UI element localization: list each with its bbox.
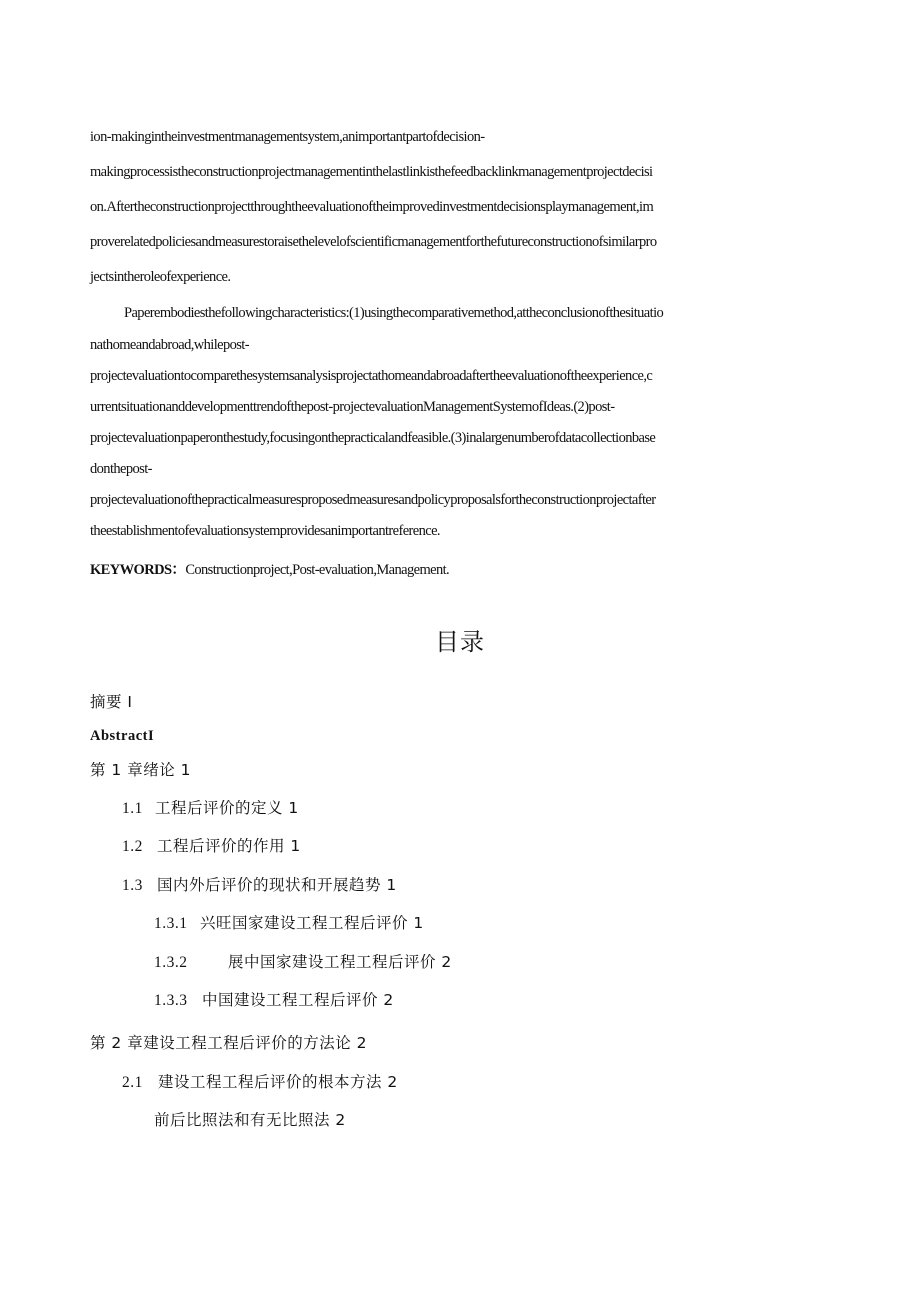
toc-entry-number: 1.1 bbox=[122, 800, 143, 817]
toc-entry[interactable] bbox=[154, 988, 394, 1010]
keywords-text: Constructionproject,Post-evaluation,Management. bbox=[185, 562, 450, 578]
toc-entry-number: 1.3.1 bbox=[154, 915, 188, 932]
toc-entry[interactable] bbox=[122, 1070, 398, 1092]
keywords-label: KEYWORDS： bbox=[90, 562, 186, 578]
abstract-line: ion-makingintheinvestmentmanagementsystem,animportantpartofdecision- bbox=[90, 129, 485, 145]
toc-entry[interactable] bbox=[90, 758, 191, 780]
toc-entry[interactable] bbox=[154, 1108, 346, 1130]
abstract-line: Paperembodiesthefollowingcharacteristics:(1)usingthecomparativemethod,attheconclusionofthesituatio bbox=[124, 305, 664, 321]
toc-entry[interactable] bbox=[154, 911, 424, 933]
abstract-line: projectevaluationofthepracticalmeasuresproposedmeasuresandpolicyproposalsfortheconstructionprojectafter bbox=[90, 492, 656, 508]
toc-entry[interactable] bbox=[154, 950, 452, 972]
toc-entry-text: 建设工程工程后评价的根本方法 2 bbox=[158, 1073, 398, 1091]
toc-entry-number: 1.3 bbox=[122, 877, 143, 894]
toc-entry-number: 2.1 bbox=[122, 1074, 143, 1091]
toc-entry-number: 1.3.2 bbox=[154, 954, 188, 971]
abstract-line: proverelatedpoliciesandmeasurestoraisethelevelofscientificmanagementforthefutureconstructionofsimilarpro bbox=[90, 234, 657, 250]
toc-entry-text: 前后比照法和有无比照法 2 bbox=[154, 1111, 346, 1129]
toc-entry[interactable] bbox=[122, 834, 301, 856]
toc-entry-text: 国内外后评价的现状和开展趋势 1 bbox=[157, 876, 397, 894]
abstract-line: makingprocessistheconstructionprojectmanagementinthelastlinkisthefeedbacklinkmanagementprojectdecisi bbox=[90, 164, 653, 180]
keywords-line bbox=[90, 558, 449, 579]
toc-entry-text: 摘要 I bbox=[90, 693, 133, 711]
toc-entry[interactable] bbox=[90, 690, 133, 712]
toc-entry[interactable] bbox=[90, 728, 154, 745]
toc-entry-number: 1.2 bbox=[122, 838, 143, 855]
toc-entry-text: AbstractI bbox=[90, 728, 155, 744]
toc-entry[interactable] bbox=[122, 873, 397, 895]
toc-entry-text: 兴旺国家建设工程工程后评价 1 bbox=[200, 914, 424, 932]
toc-entry-text: 第 1 章绪论 1 bbox=[90, 761, 192, 779]
abstract-line: on.Aftertheconstructionprojectthroughtheevaluationoftheimprovedinvestmentdecisionsplaymanagement,im bbox=[90, 199, 654, 215]
toc-entry-text: 工程后评价的作用 1 bbox=[157, 837, 301, 855]
toc-entry-text: 中国建设工程工程后评价 2 bbox=[202, 991, 394, 1009]
abstract-line: projectevaluationpaperonthestudy,focusingonthepracticalandfeasible.(3)inalargenumberofdatacollectionbase bbox=[90, 430, 656, 446]
toc-entry-text: 第 2 章建设工程工程后评价的方法论 2 bbox=[90, 1034, 368, 1052]
abstract-line: projectevaluationtocomparethesystemsanalysisprojectathomeandabroadaftertheevaluationoftheexperience,c bbox=[90, 368, 653, 384]
toc-entry-text: 工程后评价的定义 1 bbox=[155, 799, 299, 817]
abstract-line: donthepost- bbox=[90, 461, 152, 477]
toc-entry-number: 1.3.3 bbox=[154, 992, 188, 1009]
toc-entry-text: 展中国家建设工程工程后评价 2 bbox=[228, 953, 452, 971]
abstract-line: theestablishmentofevaluationsystemprovidesanimportantreference. bbox=[90, 523, 440, 539]
toc-entry[interactable] bbox=[90, 1031, 367, 1053]
abstract-line: jectsintheroleofexperience. bbox=[90, 269, 231, 285]
toc-entry[interactable] bbox=[122, 796, 299, 818]
toc-title: 目录 bbox=[435, 628, 485, 656]
abstract-line: nathomeandabroad,whilepost- bbox=[90, 337, 249, 353]
abstract-line: urrentsituationanddevelopmenttrendofthepost-projectevaluationManagementSystemofIdeas.(2)post- bbox=[90, 399, 615, 415]
